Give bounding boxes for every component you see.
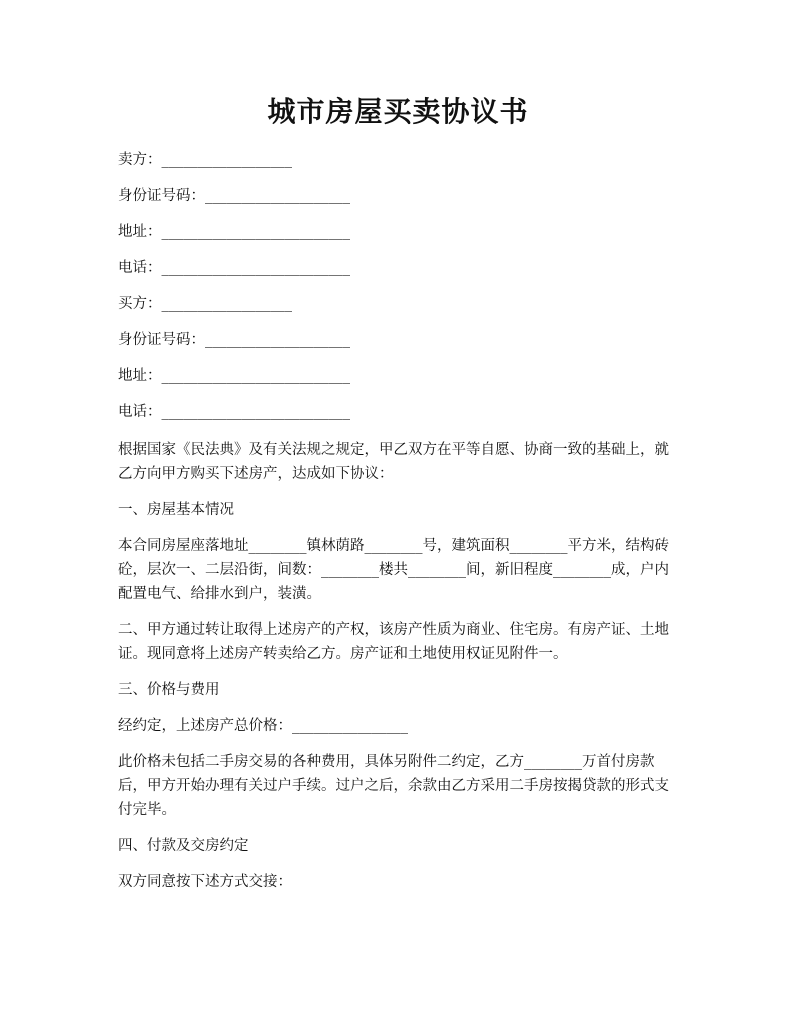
section-1-paragraph: 本合同房屋座落地址________镇林荫路________号，建筑面积________平方米，结构砖砼，层次一、二层沿街，间数：________楼共________间，新旧程度________成，户内配置电气、给排水到户，装潢。 bbox=[118, 538, 669, 602]
section-3-heading: 三、价格与费用 bbox=[118, 682, 220, 698]
buyer-address-field: 地址：__________________________ bbox=[118, 368, 350, 384]
intro-paragraph: 根据国家《民法典》及有关法规之规定，甲乙双方在平等自愿、协商一致的基础上，就乙方向甲方购买下述房产，达成如下协议： bbox=[118, 442, 669, 482]
section-1-heading: 一、房屋基本情况 bbox=[118, 502, 234, 518]
section-4-paragraph: 双方同意按下述方式交接： bbox=[118, 874, 292, 890]
section-3-price-line: 经约定，上述房产总价格：________________ bbox=[118, 718, 408, 734]
seller-phone-field: 电话：__________________________ bbox=[118, 260, 350, 276]
buyer-phone-field: 电话：__________________________ bbox=[118, 404, 350, 420]
section-2-paragraph: 二、甲方通过转让取得上述房产的产权，该房产性质为商业、住宅房。有房产证、土地证。现同意将上述房产转卖给乙方。房产证和土地使用权证见附件一。 bbox=[118, 622, 669, 662]
buyer-field: 买方：__________________ bbox=[118, 296, 292, 312]
document-title: 城市房屋买卖协议书 bbox=[267, 95, 529, 128]
seller-id-field: 身份证号码：____________________ bbox=[118, 188, 350, 204]
buyer-id-field: 身份证号码：____________________ bbox=[118, 332, 350, 348]
seller-address-field: 地址：__________________________ bbox=[118, 224, 350, 240]
section-4-heading: 四、付款及交房约定 bbox=[118, 838, 249, 854]
section-3-paragraph: 此价格未包括二手房交易的各种费用，具体另附件二约定，乙方________万首付房款后，甲方开始办理有关过户手续。过户之后，余款由乙方采用二手房按揭贷款的形式支付完毕。 bbox=[118, 754, 669, 818]
seller-field: 卖方：__________________ bbox=[118, 152, 292, 168]
